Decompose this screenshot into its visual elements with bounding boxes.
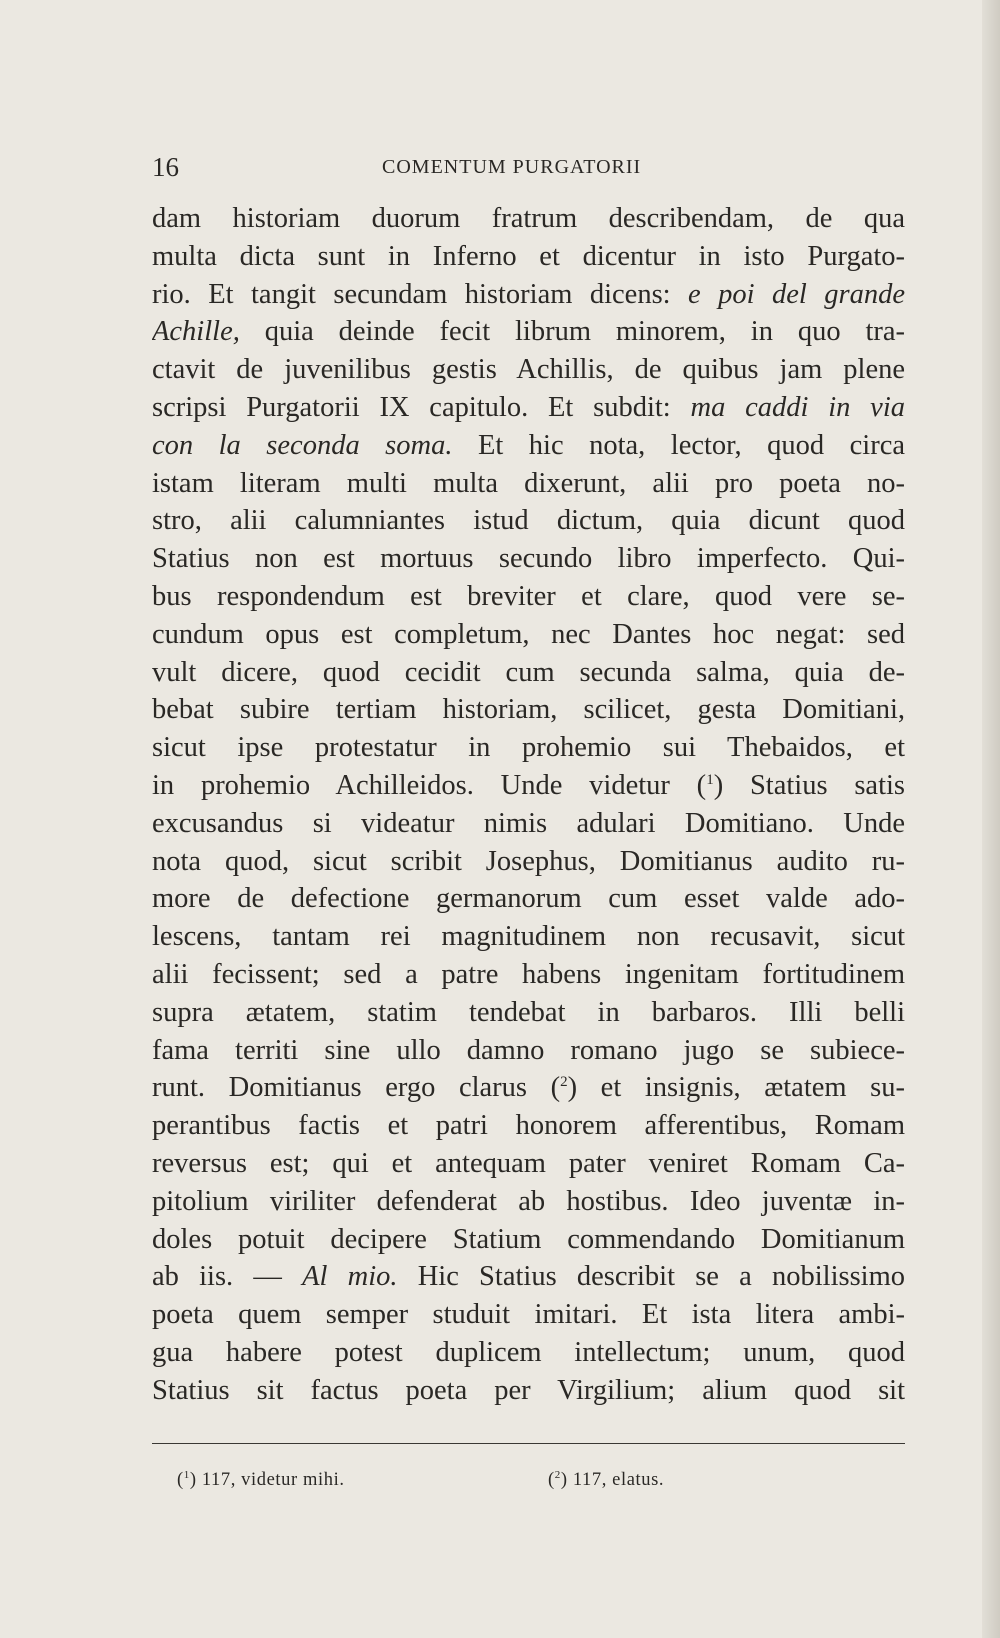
text-line — [152, 918, 905, 956]
text-run: nota quod, sicut scribit Josephus, Domitianus audito ru- — [152, 845, 905, 877]
text-run: poeta quem semper studuit imitari. Et ista litera ambi- — [152, 1299, 905, 1331]
text-run: Statius sit factus poeta per Virgilium; alium quod sit — [152, 1374, 905, 1406]
text-line — [152, 540, 905, 578]
footnote-reference: 1 — [706, 771, 714, 788]
italic-quotation: ma caddi in via — [690, 391, 905, 423]
text-line — [152, 1032, 905, 1070]
text-line — [152, 654, 905, 692]
text-run: stro, alii calumniantes istud dictum, quia dicunt quod — [152, 505, 905, 537]
footnote-2: ($^2$) 117, elatus. — [548, 1469, 665, 1490]
text-line — [152, 994, 905, 1032]
text-line — [152, 313, 905, 351]
text-run: cundum opus est completum, nec Dantes hoc negat: sed — [152, 618, 905, 650]
page-number: 16 — [152, 152, 179, 182]
text-line — [152, 200, 905, 238]
text-run: in prohemio Achilleidos. Unde videtur ( — [152, 769, 707, 801]
text-run: ) Statius satis — [713, 769, 905, 801]
text-run: ctavit de juvenilibus gestis Achillis, de quibus jam plene — [152, 354, 905, 386]
text-run: doles potuit decipere Statium commendando Domitianum — [152, 1223, 905, 1255]
text-run: excusandus si videatur nimis adulari Domitiano. Unde — [152, 807, 905, 839]
text-run: Statius non est mortuus secundo libro imperfecto. Qui- — [152, 543, 905, 575]
italic-quotation: e poi del grande — [688, 278, 905, 310]
text-run: pitolium viriliter defenderat ab hostibus. Ideo juventæ in- — [152, 1185, 905, 1217]
text-run: vult dicere, quod cecidit cum secunda salma, quia de- — [152, 656, 905, 688]
text-run: perantibus factis et patri honorem afferentibus, Romam — [152, 1110, 905, 1142]
text-line — [152, 465, 905, 503]
text-run: fama territi sine ullo damno romano jugo se subiece- — [152, 1034, 905, 1066]
footnote-2-text: 117, elatus. — [567, 1470, 665, 1490]
text-run: more de defectione germanorum cum esset valde ado- — [152, 883, 905, 915]
text-run: Hic Statius describit se a nobilissimo — [397, 1261, 905, 1293]
italic-quotation: Al mio. — [302, 1261, 398, 1293]
text-run: istam literam multi multa dixerunt, alii pro poeta no- — [152, 467, 905, 499]
text-run: quia deinde fecit librum minorem, in quo tra- — [239, 316, 905, 348]
text-line — [152, 1296, 905, 1334]
footnote-rule — [152, 1443, 905, 1444]
text-line — [152, 427, 905, 465]
footnotes — [152, 1470, 905, 1500]
text-run: scripsi Purgatorii IX capitulo. Et subdit: — [152, 391, 691, 423]
text-line — [152, 880, 905, 918]
footnote-2-mark: 2 — [554, 1469, 561, 1481]
text-line — [152, 502, 905, 540]
text-line — [152, 1107, 905, 1145]
footnote-reference: 2 — [560, 1074, 568, 1091]
text-line — [152, 389, 905, 427]
text-line — [152, 1258, 905, 1296]
text-run: gua habere potest duplicem intellectum; unum, quod — [152, 1336, 905, 1368]
text-line — [152, 729, 905, 767]
text-run: bebat subire tertiam historiam, scilicet, gesta Domitiani, — [152, 694, 905, 726]
text-line — [152, 1069, 905, 1107]
text-line — [152, 1145, 905, 1183]
italic-quotation: con la seconda soma. — [152, 429, 453, 461]
text-line — [152, 805, 905, 843]
body-text — [152, 200, 905, 1410]
text-line — [152, 616, 905, 654]
text-run: dam historiam duorum fratrum describendam, de qua — [152, 203, 905, 234]
text-run: runt. Domitianus ergo clarus ( — [152, 1072, 561, 1104]
footnote-1-text: 117, videtur mihi. — [196, 1470, 345, 1490]
text-line — [152, 276, 905, 314]
text-line — [152, 691, 905, 729]
text-line — [152, 238, 905, 276]
text-run: lescens, tantam rei magnitudinem non recusavit, sicut — [152, 921, 905, 953]
text-run: sicut ipse protestatur in prohemio sui Thebaidos, et — [152, 732, 905, 764]
page-edge-shadow — [982, 0, 1000, 1638]
text-line — [152, 1221, 905, 1259]
footnote-1: ($^1$) 117, videtur mihi. — [177, 1469, 345, 1490]
footnote-1-mark: 1 — [183, 1469, 190, 1481]
text-line — [152, 1183, 905, 1221]
text-line — [152, 578, 905, 616]
text-run: ab iis. — — [152, 1261, 303, 1293]
text-line — [152, 843, 905, 881]
text-run: alii fecissent; sed a patre habens ingenitam fortitudinem — [152, 958, 905, 990]
italic-quotation: Achille, — [152, 316, 240, 348]
text-run: reversus est; qui et antequam pater veniret Romam Ca- — [152, 1147, 905, 1179]
running-head: COMENTUM PURGATORII — [382, 156, 642, 178]
text-line — [152, 956, 905, 994]
text-run: supra ætatem, statim tendebat in barbaros. Illi belli — [152, 996, 905, 1028]
page-header — [152, 152, 905, 192]
text-run: bus respondendum est breviter et clare, quod vere se- — [152, 580, 905, 612]
text-run: multa dicta sunt in Inferno et dicentur in isto Purgato- — [152, 240, 905, 272]
text-run: ) et insignis, ætatem su- — [567, 1072, 905, 1104]
text-run: Et hic nota, lector, quod circa — [452, 429, 905, 461]
text-run: rio. Et tangit secundam historiam dicens: — [152, 278, 689, 310]
text-line — [152, 1334, 905, 1372]
text-line — [152, 1372, 905, 1410]
text-line — [152, 351, 905, 389]
text-line — [152, 767, 905, 805]
